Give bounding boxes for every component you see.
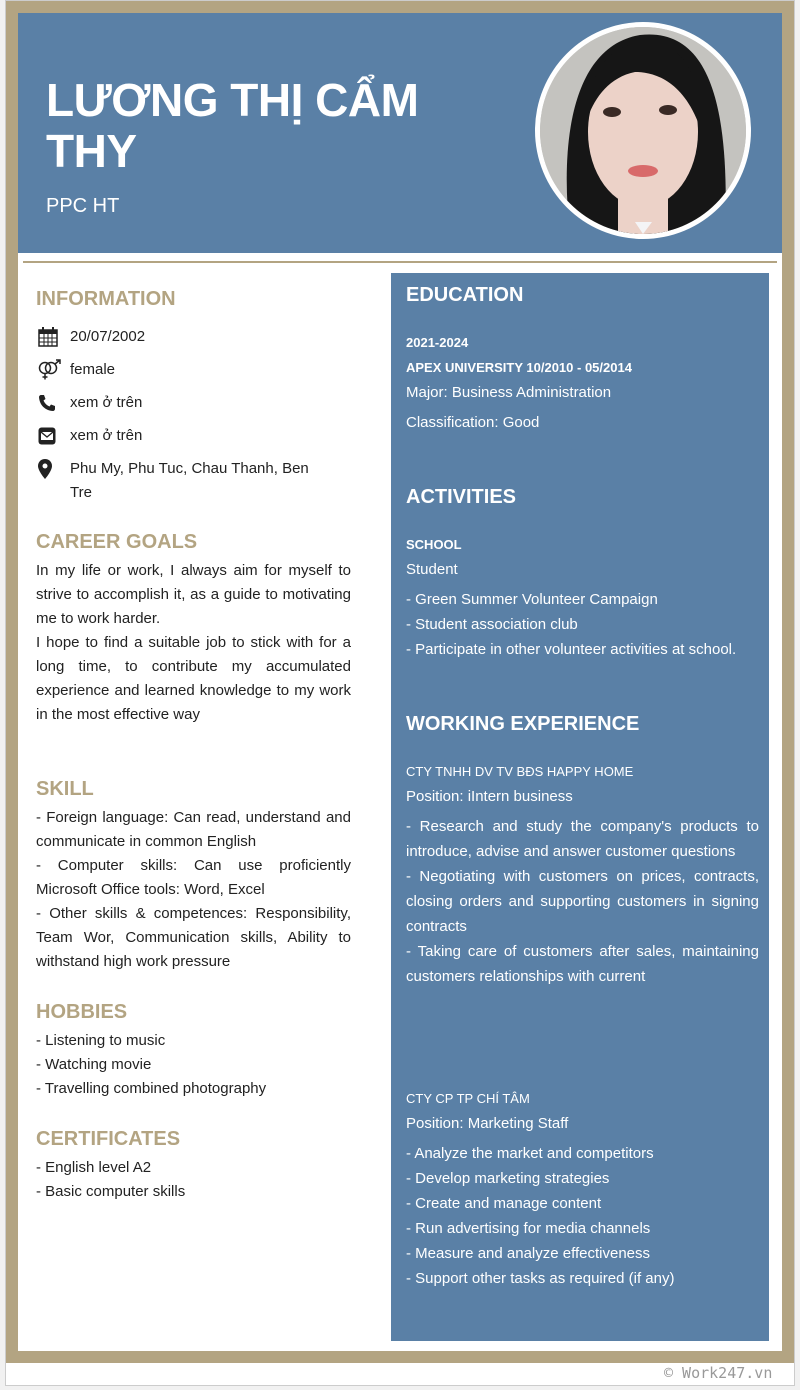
job-position: Position: Marketing Staff	[406, 1115, 569, 1132]
hobbies-heading: HOBBIES	[36, 1001, 128, 1023]
divider	[23, 261, 777, 263]
career-goal-line: In my life or work, I always aim for myself to strive to accomplish it, as a guide to motivating me to work harder.	[36, 562, 351, 627]
job-block	[406, 759, 759, 989]
job-block	[406, 1086, 759, 1291]
calendar-icon	[36, 325, 70, 349]
job-duty: - Create and manage content	[406, 1195, 602, 1212]
education-major: Major: Business Administration	[406, 384, 612, 401]
location-pin-icon	[36, 457, 70, 481]
email: xem ở trên	[70, 427, 143, 444]
certificates-heading: CERTIFICATES	[36, 1128, 181, 1150]
job-company: CTY TNHH DV TV BĐS HAPPY HOME	[406, 764, 634, 779]
activity-item: - Green Summer Volunteer Campaign	[406, 591, 658, 608]
certificates-section	[36, 1126, 351, 1204]
hobby-item: - Listening to music	[36, 1032, 166, 1049]
gender-icon	[36, 358, 70, 382]
birthday: 20/07/2002	[70, 328, 146, 345]
certificate-item: - English level A2	[36, 1159, 152, 1176]
gender: female	[70, 361, 116, 378]
job-duty: - Research and study the company's products to introduce, advise and answer customer questions	[406, 818, 759, 860]
activities-heading: ACTIVITIES	[406, 486, 517, 508]
education-years: 2021-2024	[406, 335, 469, 350]
skill-line: - Computer skills: Can use proficiently Microsoft Office tools: Word, Excel	[36, 857, 351, 898]
address-row	[36, 457, 351, 505]
education-heading: EDUCATION	[406, 284, 524, 306]
job-company: CTY CP TP CHÍ TÂM	[406, 1091, 530, 1106]
address: Phu My, Phu Tuc, Chau Thanh, Ben Tre	[70, 460, 309, 501]
job-duty: - Develop marketing strategies	[406, 1170, 610, 1187]
candidate-title: PPC HT	[46, 195, 120, 217]
activities-block	[406, 532, 759, 662]
skill-heading: SKILL	[36, 778, 94, 800]
career-goal-line: I hope to find a suitable job to stick with for a long time, to contribute my accumulated experience and learned knowledge to my work in the most effective way	[36, 634, 351, 723]
phone-icon	[36, 391, 70, 415]
certificate-item: - Basic computer skills	[36, 1183, 186, 1200]
job-duty: - Run advertising for media channels	[406, 1220, 651, 1237]
job-duty: - Support other tasks as required (if any)	[406, 1270, 675, 1287]
activity-role: Student	[406, 561, 458, 578]
candidate-name: LƯƠNG THỊ CẨM THY	[46, 74, 419, 177]
hobby-item: - Watching movie	[36, 1056, 152, 1073]
hobbies-section	[36, 999, 351, 1101]
skill-line: - Foreign language: Can read, understand and communicate in common English	[36, 809, 351, 850]
birthday-row	[36, 325, 351, 349]
education-block	[406, 330, 759, 435]
watermark-footer: © Work247.vn	[664, 1364, 773, 1382]
education-school: APEX UNIVERSITY 10/2010 - 05/2014	[406, 360, 632, 375]
right-column	[391, 273, 769, 1341]
phone-row	[36, 391, 351, 415]
cv-header	[18, 13, 782, 253]
job-duty: - Taking care of customers after sales, maintaining customers relationships with current	[406, 943, 759, 985]
education-classification: Classification: Good	[406, 414, 540, 431]
skill-section	[36, 776, 351, 974]
job-duty: - Negotiating with customers on prices, contracts, closing orders and supporting customers in signing contracts	[406, 868, 759, 935]
activity-item: - Participate in other volunteer activities at school.	[406, 641, 737, 658]
information-section	[36, 286, 351, 514]
job-position: Position: iIntern business	[406, 788, 573, 805]
activity-item: - Student association club	[406, 616, 578, 633]
activity-org: SCHOOL	[406, 537, 462, 552]
experience-heading: WORKING EXPERIENCE	[406, 713, 640, 735]
gender-row	[36, 358, 351, 382]
information-heading: INFORMATION	[36, 288, 176, 310]
job-duty: - Analyze the market and competitors	[406, 1145, 654, 1162]
career-goals-heading: CAREER GOALS	[36, 531, 198, 553]
phone: xem ở trên	[70, 394, 143, 411]
career-goals-section	[36, 529, 351, 727]
job-duty: - Measure and analyze effectiveness	[406, 1245, 651, 1262]
email-row	[36, 424, 351, 448]
hobby-item: - Travelling combined photography	[36, 1080, 267, 1097]
email-icon	[36, 424, 70, 448]
skill-line: - Other skills & competences: Responsibility, Team Wor, Communication skills, Ability to withstand high work pressure	[36, 905, 351, 970]
profile-photo	[535, 22, 751, 239]
